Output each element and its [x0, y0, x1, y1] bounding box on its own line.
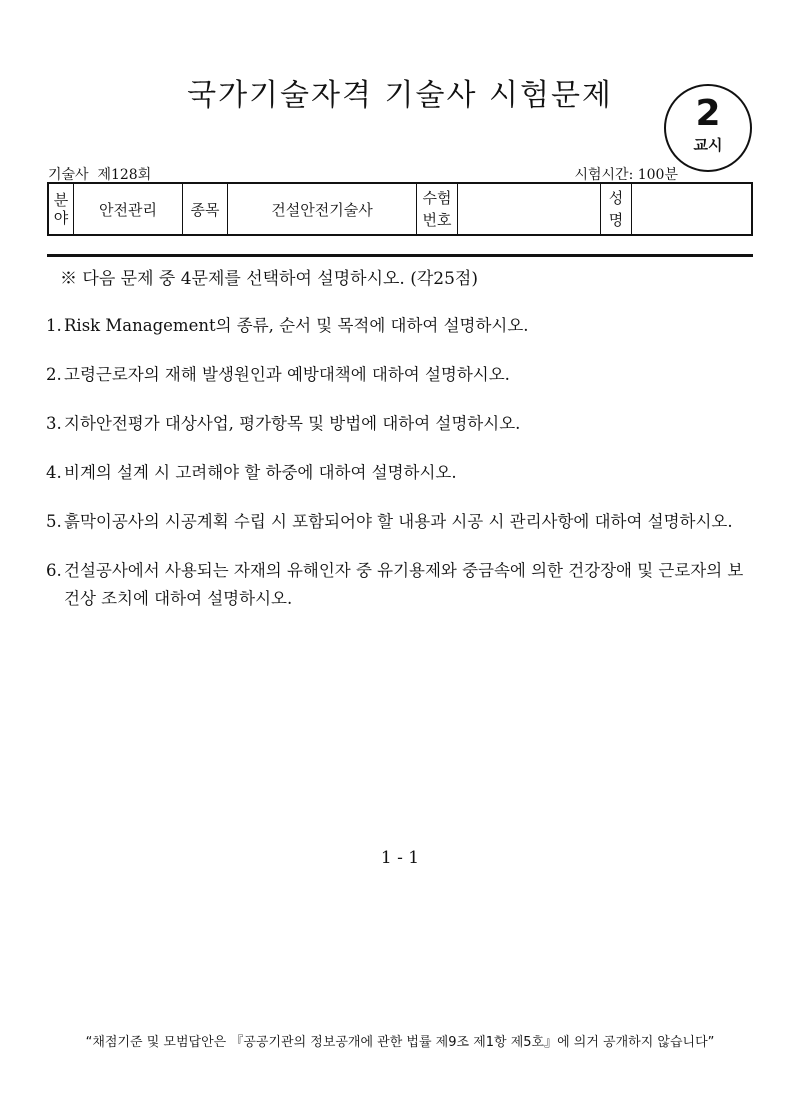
- divider-rule: [47, 254, 753, 257]
- exam-number-label-line1: 수험: [422, 189, 452, 207]
- name-label-line1: 성: [608, 189, 624, 207]
- question-item: [46, 459, 758, 487]
- field-value: 안전관리: [74, 183, 183, 235]
- question-text: 건설공사에서 사용되는 자재의 유해인자 중 유기용제와 중금속에 의한 건강장애 및 근로자의 보건상 조치에 대하여 설명하시오.: [64, 561, 744, 608]
- question-text: Risk Management의 종류, 순서 및 목적에 대하여 설명하시오.: [64, 316, 529, 335]
- category-value: 건설안전기술사: [228, 183, 417, 235]
- question-item: [46, 312, 758, 340]
- exam-number-label-line2: 번호: [422, 211, 452, 229]
- exam-time: 시험시간: 100분: [574, 167, 678, 183]
- exam-info-table: [47, 182, 753, 236]
- footer-notice: “채점기준 및 모범답안은 『공공기관의 정보공개에 관한 법률 제9조 제1항 제5호』에 의거 공개하지 않습니다”: [85, 1035, 715, 1050]
- question-item: [46, 508, 758, 536]
- question-list: [46, 312, 758, 634]
- question-number: 6.: [46, 561, 62, 580]
- field-label-line2: 야: [53, 209, 69, 227]
- question-item: [46, 361, 758, 389]
- session-number: 2: [695, 93, 721, 134]
- question-number: 2.: [46, 365, 62, 384]
- exam-round: 기술사 제128회: [48, 167, 152, 183]
- field-label: [48, 183, 74, 235]
- session-badge: [664, 84, 752, 172]
- question-item: [46, 410, 758, 438]
- question-number: 4.: [46, 463, 62, 482]
- exam-number-label: [417, 183, 458, 235]
- name-label: [601, 183, 632, 235]
- exam-number-field[interactable]: [458, 183, 601, 235]
- question-number: 1.: [46, 316, 62, 335]
- question-text: 비계의 설계 시 고려해야 할 하중에 대하여 설명하시오.: [64, 463, 457, 482]
- name-label-line2: 명: [608, 211, 624, 229]
- category-label: 종목: [183, 183, 228, 235]
- name-field[interactable]: [632, 183, 753, 235]
- question-text: 고령근로자의 재해 발생원인과 예방대책에 대하여 설명하시오.: [64, 365, 510, 384]
- question-text: 흙막이공사의 시공계획 수립 시 포함되어야 할 내용과 시공 시 관리사항에 대하여 설명하시오.: [64, 512, 733, 531]
- question-text: 지하안전평가 대상사업, 평가항목 및 방법에 대하여 설명하시오.: [64, 414, 521, 433]
- session-unit: 교시: [693, 136, 723, 154]
- page-number: 1 - 1: [380, 848, 420, 868]
- instruction-text: ※ 다음 문제 중 4문제를 선택하여 설명하시오. (각25점): [60, 269, 478, 289]
- question-number: 5.: [46, 512, 62, 531]
- field-label-line1: 분: [53, 191, 69, 209]
- question-item: [46, 557, 758, 613]
- question-number: 3.: [46, 414, 62, 433]
- exam-title: 국가기술자격 기술사 시험문제: [187, 78, 613, 113]
